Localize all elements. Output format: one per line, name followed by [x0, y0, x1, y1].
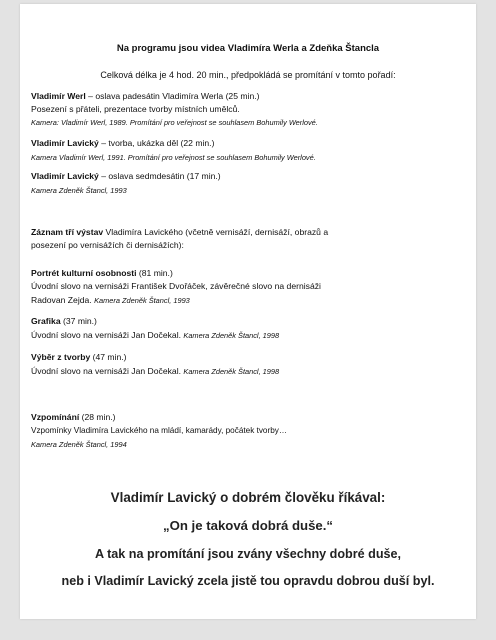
exhibition-3-line1	[31, 366, 279, 377]
video-1-desc: – oslava padesátin Vladimíra Werla (25 min.)	[85, 91, 260, 101]
video-2-desc: – tvorba, ukázka děl (22 min.)	[98, 138, 215, 148]
video-2-heading	[31, 138, 214, 149]
closing-line-3: A tak na promítání jsou zvány všechny dobré duše,	[94, 547, 402, 561]
exhibitions-intro-bold: Záznam tří výstav	[31, 227, 104, 237]
exhibition-3-name: Výběr z tvorby	[31, 352, 91, 362]
document-page	[20, 4, 476, 619]
memories-credit: Kamera Zdeněk Štancl, 1994	[31, 440, 127, 449]
exhibition-1-heading	[31, 268, 173, 279]
exhibition-1-name: Portrét kulturní osobnosti	[31, 268, 137, 278]
exhibition-1-line1: Úvodní slovo na vernisáži František Dvořáček, závěrečné slovo na dernisáži	[31, 281, 321, 291]
exhibition-2-line1	[31, 330, 279, 341]
memories-duration: (28 min.)	[79, 412, 116, 422]
exhibition-3-line1-text: Úvodní slovo na vernisáži Jan Dočekal.	[31, 366, 184, 376]
exhibition-1-line2	[31, 295, 190, 306]
exhibitions-intro-rest: Vladimíra Lavického (včetně vernisáží, dernisáží, obrazů a	[103, 227, 329, 237]
exhibition-3-duration: (47 min.)	[90, 352, 127, 362]
closing-line-1: Vladimír Lavický o dobrém člověku říkával:	[110, 490, 386, 505]
exhibition-2-name: Grafika	[31, 316, 61, 326]
exhibition-2-credit: Kamera Zdeněk Štancl, 1998	[183, 331, 280, 340]
video-2-name: Vladimír Lavický	[31, 138, 99, 148]
video-1-name: Vladimír Werl	[31, 91, 86, 101]
memories-heading	[31, 412, 116, 423]
exhibition-2-heading	[31, 316, 97, 327]
exhibition-3-heading	[31, 352, 127, 363]
video-1-heading	[31, 91, 259, 102]
exhibitions-intro-line2: posezení po vernisážích či dernisážích):	[31, 240, 184, 250]
video-2-credit: Kamera Vladimír Werl, 1991. Promítání pro veřejnost se souhlasem Bohumily Werlové.	[31, 153, 316, 162]
exhibition-2-duration: (37 min.)	[60, 316, 97, 326]
exhibition-2-line1-text: Úvodní slovo na vernisáži Jan Dočekal.	[31, 330, 184, 340]
video-3-credit: Kamera Zdeněk Štancl, 1993	[31, 186, 127, 195]
video-1-line2: Posezení s přáteli, prezentace tvorby místních umělců.	[31, 104, 240, 114]
video-3-heading	[31, 171, 221, 182]
closing-line-4: neb i Vladimír Lavický zcela jistě tou opravdu dobrou duší byl.	[61, 574, 435, 588]
memories-name: Vzpomínání	[31, 412, 80, 422]
closing-quote: „On je taková dobrá duše.“	[162, 518, 333, 533]
program-subtitle: Celková délka je 4 hod. 20 min., předpokládá se promítání v tomto pořadí:	[100, 70, 396, 80]
exhibition-3-credit: Kamera Zdeněk Štancl, 1998	[183, 367, 280, 376]
exhibition-1-credit: Kamera Zdeněk Štancl, 1993	[94, 296, 190, 305]
exhibition-1-line2-text: Radovan Zejda.	[31, 295, 95, 305]
video-3-desc: – oslava sedmdesátin (17 min.)	[98, 171, 221, 181]
exhibitions-intro	[31, 227, 328, 238]
program-title: Na programu jsou videa Vladimíra Werla a Zdeňka Štancla	[116, 43, 380, 54]
memories-line1: Vzpomínky Vladimíra Lavického na mládí, kamarády, počátek tvorby…	[31, 426, 288, 435]
exhibition-1-duration: (81 min.)	[136, 268, 173, 278]
video-3-name: Vladimír Lavický	[31, 171, 99, 181]
video-1-credit: Kamera: Vladimír Werl, 1989. Promítání pro veřejnost se souhlasem Bohumily Werlové.	[31, 118, 318, 127]
